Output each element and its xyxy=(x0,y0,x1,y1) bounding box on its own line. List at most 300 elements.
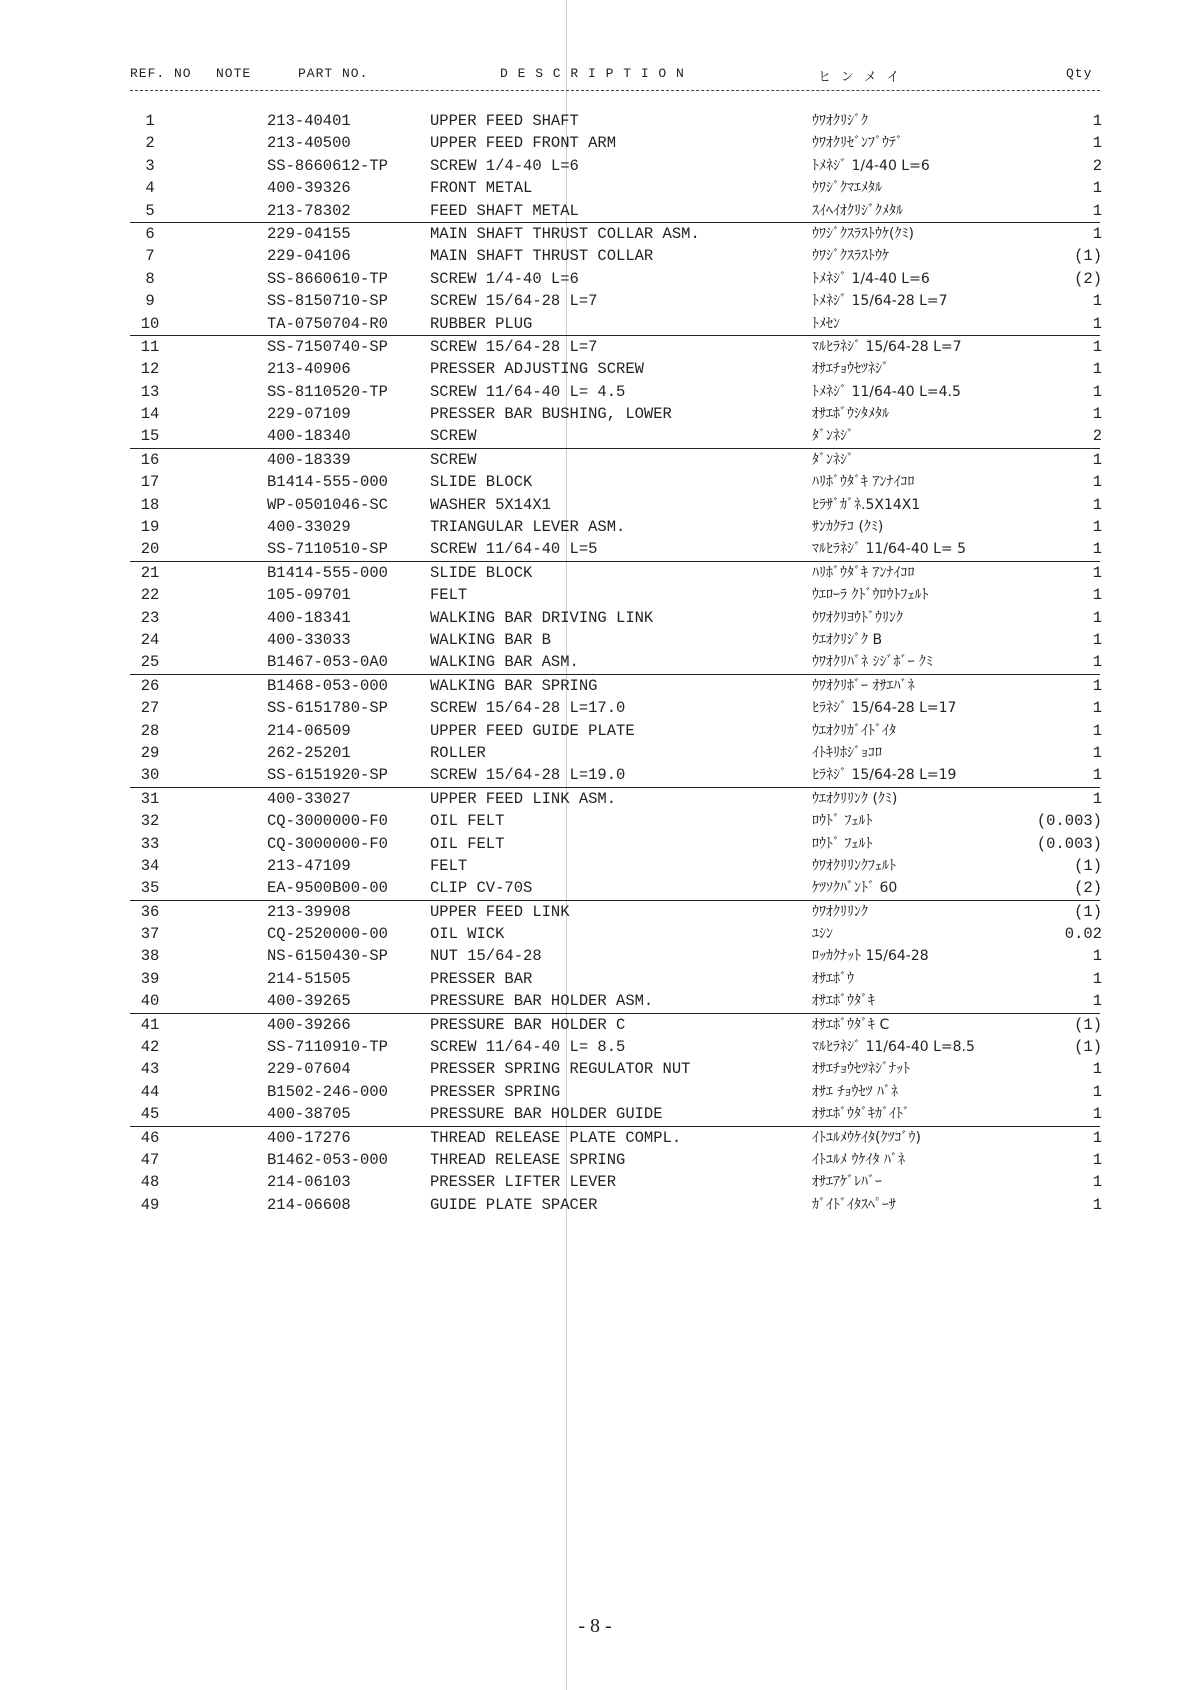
kana-name-cell: ｳﾜｵｸﾘﾘﾝｸ xyxy=(812,903,868,920)
table-row xyxy=(0,358,1190,380)
qty-cell: 1 xyxy=(1092,676,1102,695)
table-row xyxy=(0,1171,1190,1193)
table-row xyxy=(0,877,1190,899)
part-no-cell: 229-04106 xyxy=(267,247,351,266)
table-row xyxy=(0,132,1190,154)
table-row xyxy=(130,1013,1100,1036)
description-cell: PRESSER LIFTER LEVER xyxy=(430,1173,617,1192)
part-no-cell: 262-25201 xyxy=(267,743,351,762)
table-row xyxy=(0,1103,1190,1125)
table-row xyxy=(0,177,1190,199)
ref-no-cell: 12 xyxy=(140,360,160,379)
description-cell: SCREW 15/64-28 L=17.0 xyxy=(430,699,626,718)
table-row xyxy=(0,945,1190,967)
part-no-cell: 213-78302 xyxy=(267,201,351,220)
table-row xyxy=(0,607,1190,629)
table-row xyxy=(0,403,1190,425)
table-row xyxy=(0,381,1190,403)
kana-name-cell: ｵｻｴﾁｮｳｾﾂﾈｼﾞ xyxy=(812,361,889,378)
qty-cell: (2) xyxy=(1074,879,1102,898)
qty-cell: 1 xyxy=(1092,518,1102,537)
description-cell: THREAD RELEASE PLATE COMPL. xyxy=(430,1128,682,1147)
kana-name-cell: ﾀﾞﾝﾈｼﾞ xyxy=(812,451,854,468)
qty-cell: 1 xyxy=(1092,721,1102,740)
kana-name-cell: ﾄﾒｾﾝ xyxy=(812,315,840,332)
part-no-cell: B1468-053-000 xyxy=(267,676,388,695)
ref-no-cell: 10 xyxy=(140,314,160,333)
description-cell: PRESSURE BAR HOLDER ASM. xyxy=(430,992,654,1011)
kana-name-cell: ﾄﾒﾈｼﾞ 15/64-28 L=7 xyxy=(812,293,948,310)
ref-no-cell: 24 xyxy=(140,630,160,649)
table-row xyxy=(0,516,1190,538)
qty-cell: 1 xyxy=(1092,292,1102,311)
kana-name-cell: ｲﾄﾕﾙﾒｳｹｲﾀ(ｸﾂｺﾞｳ) xyxy=(812,1129,921,1146)
table-row xyxy=(0,833,1190,855)
qty-cell: 1 xyxy=(1092,224,1102,243)
kana-name-cell: ｳｴｵｸﾘｼﾞｸ B xyxy=(812,631,883,648)
qty-cell: (0.003) xyxy=(1036,812,1102,831)
ref-no-cell: 13 xyxy=(140,382,160,401)
ref-no-cell: 2 xyxy=(145,134,155,153)
table-row xyxy=(0,313,1190,335)
kana-name-cell: ｳﾜｵｸﾘﾘﾝｸﾌｪﾙﾄ xyxy=(812,857,896,874)
qty-cell: 1 xyxy=(1092,201,1102,220)
table-row xyxy=(0,538,1190,560)
qty-cell: 1 xyxy=(1092,789,1102,808)
part-no-cell: B1414-555-000 xyxy=(267,473,388,492)
kana-name-cell: ｲﾄﾕﾙﾒ ｳｹｲﾀ ﾊﾞﾈ xyxy=(812,1151,905,1168)
description-cell: WALKING BAR ASM. xyxy=(430,653,579,672)
description-cell: PRESSURE BAR HOLDER C xyxy=(430,1015,626,1034)
ref-no-cell: 36 xyxy=(140,902,160,921)
table-row xyxy=(130,787,1100,810)
description-cell: UPPER FEED SHAFT xyxy=(430,112,579,130)
part-no-cell: SS-6151920-SP xyxy=(267,766,388,785)
ref-no-cell: 46 xyxy=(140,1128,160,1147)
kana-name-cell: ﾛｳﾄﾞ ﾌｪﾙﾄ xyxy=(812,813,873,830)
table-row xyxy=(0,268,1190,290)
description-cell: MAIN SHAFT THRUST COLLAR ASM. xyxy=(430,224,700,243)
part-no-cell: 400-39326 xyxy=(267,179,351,198)
ref-no-cell: 5 xyxy=(145,201,155,220)
kana-name-cell: ﾏﾙﾋﾗﾈｼﾞ 15/64-28 L=7 xyxy=(812,338,962,355)
kana-name-cell: ﾊﾘﾎﾞｳﾀﾞｷ ｱﾝﾅｲｺﾛ xyxy=(812,564,915,581)
part-no-cell: 213-40906 xyxy=(267,360,351,379)
kana-name-cell: ﾏﾙﾋﾗﾈｼﾞ 11/64-40 L=8.5 xyxy=(812,1039,975,1056)
kana-name-cell: ｳﾜｼﾞｸﾏｴﾒﾀﾙ xyxy=(812,180,882,197)
table-row xyxy=(0,651,1190,673)
part-no-cell: 400-18341 xyxy=(267,608,351,627)
part-no-cell: SS-7150740-SP xyxy=(267,337,388,356)
ref-no-cell: 9 xyxy=(145,292,155,311)
ref-no-cell: 16 xyxy=(140,450,160,469)
description-cell: SLIDE BLOCK xyxy=(430,563,533,582)
ref-no-cell: 35 xyxy=(140,879,160,898)
description-cell: WALKING BAR DRIVING LINK xyxy=(430,608,654,627)
header-kana: ヒ ン メ イ xyxy=(818,70,901,85)
part-no-cell: SS-8150710-SP xyxy=(267,292,388,311)
table-row xyxy=(0,584,1190,606)
qty-cell: 1 xyxy=(1092,112,1102,130)
part-no-cell: WP-0501046-SC xyxy=(267,495,388,514)
kana-name-cell: ﾊﾘﾎﾞｳﾀﾞｷ ｱﾝﾅｲｺﾛ xyxy=(812,474,915,491)
part-no-cell: B1467-053-0A0 xyxy=(267,653,388,672)
description-cell: SCREW xyxy=(430,427,477,446)
qty-cell: 1 xyxy=(1092,563,1102,582)
kana-name-cell: ｵｻｴﾁｮｳｾﾂﾈｼﾞﾅｯﾄ xyxy=(812,1061,910,1078)
table-row xyxy=(0,742,1190,764)
kana-name-cell: ﾛｳﾄﾞ ﾌｪﾙﾄ xyxy=(812,835,873,852)
qty-cell: 1 xyxy=(1092,382,1102,401)
table-row xyxy=(0,200,1190,222)
table-row xyxy=(0,764,1190,786)
table-row xyxy=(130,900,1100,923)
ref-no-cell: 17 xyxy=(140,473,160,492)
kana-name-cell: ｳﾜｵｸﾘｼﾞｸ xyxy=(812,113,868,129)
table-row xyxy=(0,1058,1190,1080)
description-cell: GUIDE PLATE SPACER xyxy=(430,1195,598,1214)
description-cell: WASHER 5X14X1 xyxy=(430,495,551,514)
kana-name-cell: ﾕｼﾝ xyxy=(812,926,833,943)
header-ref-no: REF. NO xyxy=(130,66,192,81)
ref-no-cell: 33 xyxy=(140,834,160,853)
table-row xyxy=(0,425,1190,447)
page-number: - 8 - xyxy=(578,1615,612,1637)
qty-cell: 1 xyxy=(1092,337,1102,356)
part-no-cell: 400-33027 xyxy=(267,789,351,808)
table-row xyxy=(130,674,1100,697)
ref-no-cell: 18 xyxy=(140,495,160,514)
table-row xyxy=(130,1126,1100,1149)
header-qty: Qty xyxy=(1066,66,1093,81)
qty-cell: 1 xyxy=(1092,653,1102,672)
header-part-no: PART NO. xyxy=(298,66,369,81)
part-no-cell: 213-39908 xyxy=(267,902,351,921)
kana-name-cell: ｳﾜｼﾞｸｽﾗｽﾄｳｹ xyxy=(812,248,889,265)
part-no-cell: TA-0750704-R0 xyxy=(267,314,388,333)
qty-cell: 1 xyxy=(1092,540,1102,559)
ref-no-cell: 44 xyxy=(140,1082,160,1101)
description-cell: SCREW 15/64-28 L=7 xyxy=(430,292,598,311)
ref-no-cell: 47 xyxy=(140,1150,160,1169)
ref-no-cell: 7 xyxy=(145,247,155,266)
qty-cell: 1 xyxy=(1092,766,1102,785)
description-cell: THREAD RELEASE SPRING xyxy=(430,1150,626,1169)
description-cell: RUBBER PLUG xyxy=(430,314,533,333)
ref-no-cell: 45 xyxy=(140,1105,160,1124)
description-cell: UPPER FEED GUIDE PLATE xyxy=(430,721,635,740)
description-cell: TRIANGULAR LEVER ASM. xyxy=(430,518,626,537)
part-no-cell: CQ-2520000-00 xyxy=(267,925,388,944)
kana-name-cell: ﾋﾗﾈｼﾞ 15/64-28 L=17 xyxy=(812,700,957,717)
description-cell: SCREW 15/64-28 L=19.0 xyxy=(430,766,626,785)
header-rule xyxy=(130,90,1100,91)
part-no-cell: 213-47109 xyxy=(267,856,351,875)
ref-no-cell: 28 xyxy=(140,721,160,740)
kana-name-cell: ｳﾜｼﾞｸｽﾗｽﾄｳｹ(ｸﾐ) xyxy=(812,225,914,242)
description-cell: SCREW 1/4-40 L=6 xyxy=(430,156,579,175)
qty-cell: 2 xyxy=(1092,427,1102,446)
description-cell: SCREW 1/4-40 L=6 xyxy=(430,269,579,288)
description-cell: PRESSER BAR xyxy=(430,969,533,988)
part-no-cell: B1502-246-000 xyxy=(267,1082,388,1101)
part-no-cell: B1462-053-000 xyxy=(267,1150,388,1169)
qty-cell: 1 xyxy=(1092,1173,1102,1192)
part-no-cell: SS-8660610-TP xyxy=(267,269,388,288)
ref-no-cell: 26 xyxy=(140,676,160,695)
ref-no-cell: 40 xyxy=(140,992,160,1011)
part-no-cell: SS-7110910-TP xyxy=(267,1038,388,1057)
kana-name-cell: ﾋﾗｻﾞｶﾞﾈ.5X14X1 xyxy=(812,496,921,513)
table-row xyxy=(0,855,1190,877)
ref-no-cell: 43 xyxy=(140,1060,160,1079)
part-no-cell: 213-40500 xyxy=(267,134,351,153)
kana-name-cell: ｵｻｴﾎﾞｳﾀﾞｷｶﾞｲﾄﾞ xyxy=(812,1106,910,1123)
part-no-cell: SS-8660612-TP xyxy=(267,156,388,175)
part-no-cell: 400-33029 xyxy=(267,518,351,537)
qty-cell: 1 xyxy=(1092,1128,1102,1147)
ref-no-cell: 30 xyxy=(140,766,160,785)
kana-name-cell: ﾀﾞﾝﾈｼﾞ xyxy=(812,428,854,445)
qty-cell: (0.003) xyxy=(1036,834,1102,853)
qty-cell: 1 xyxy=(1092,699,1102,718)
description-cell: FRONT METAL xyxy=(430,179,533,198)
table-row xyxy=(0,245,1190,267)
description-cell: PRESSER SPRING xyxy=(430,1082,561,1101)
table-row xyxy=(0,1081,1190,1103)
table-row xyxy=(0,1149,1190,1171)
part-no-cell: CQ-3000000-F0 xyxy=(267,834,388,853)
kana-name-cell: ｵｻｴ ﾁｮｳｾﾂ ﾊﾞﾈ xyxy=(812,1083,898,1100)
part-no-cell: 214-06608 xyxy=(267,1195,351,1214)
part-no-cell: 400-18339 xyxy=(267,450,351,469)
ref-no-cell: 1 xyxy=(145,112,155,130)
ref-no-cell: 23 xyxy=(140,608,160,627)
kana-name-cell: ﾋﾗﾈｼﾞ 15/64-28 L=19 xyxy=(812,767,957,784)
description-cell: FELT xyxy=(430,856,468,875)
table-row xyxy=(0,155,1190,177)
ref-no-cell: 25 xyxy=(140,653,160,672)
part-no-cell: B1414-555-000 xyxy=(267,563,388,582)
kana-name-cell: ｳﾜｵｸﾘｾﾞﾝﾌﾞｳﾃﾞ xyxy=(812,135,903,152)
qty-cell: 1 xyxy=(1092,743,1102,762)
description-cell: OIL FELT xyxy=(430,834,505,853)
qty-cell: 1 xyxy=(1092,1060,1102,1079)
qty-cell: (1) xyxy=(1074,247,1102,266)
qty-cell: 1 xyxy=(1092,405,1102,424)
part-no-cell: 214-06509 xyxy=(267,721,351,740)
kana-name-cell: ｵｻｴﾎﾞｳｼﾀﾒﾀﾙ xyxy=(812,406,889,423)
kana-name-cell: ｳｴｵｸﾘｶﾞｲﾄﾞｲﾀ xyxy=(812,722,896,739)
description-cell: OIL WICK xyxy=(430,925,505,944)
ref-no-cell: 39 xyxy=(140,969,160,988)
table-row xyxy=(0,494,1190,516)
part-no-cell: 229-04155 xyxy=(267,224,351,243)
kana-name-cell: ｳﾜｵｸﾘﾎﾞｰ ｵｻｴﾊﾞﾈ xyxy=(812,677,915,694)
ref-no-cell: 11 xyxy=(140,337,160,356)
qty-cell: 1 xyxy=(1092,1105,1102,1124)
description-cell: FEED SHAFT METAL xyxy=(430,201,579,220)
kana-name-cell: ｳﾜｵｸﾘﾊﾞﾈ ｼｼﾞﾎﾞｰ ｸﾐ xyxy=(812,654,933,671)
ref-no-cell: 29 xyxy=(140,743,160,762)
header-description: D E S C R I P T I O N xyxy=(500,66,685,81)
kana-name-cell: ｽｲﾍｲｵｸﾘｼﾞｸﾒﾀﾙ xyxy=(812,202,903,219)
table-row xyxy=(0,1036,1190,1058)
qty-cell: 1 xyxy=(1092,1195,1102,1214)
kana-name-cell: ｵｻｴｱｹﾞﾚﾊﾞｰ xyxy=(812,1174,882,1191)
description-cell: SCREW 11/64-40 L= 4.5 xyxy=(430,382,626,401)
table-row xyxy=(0,471,1190,493)
ref-no-cell: 3 xyxy=(145,156,155,175)
kana-name-cell: ﾏﾙﾋﾗﾈｼﾞ 11/64-40 L= 5 xyxy=(812,541,966,558)
ref-no-cell: 8 xyxy=(145,269,155,288)
qty-cell: 1 xyxy=(1092,992,1102,1011)
table-row xyxy=(0,720,1190,742)
qty-cell: 1 xyxy=(1092,1150,1102,1169)
part-no-cell: 400-17276 xyxy=(267,1128,351,1147)
ref-no-cell: 27 xyxy=(140,699,160,718)
description-cell: MAIN SHAFT THRUST COLLAR xyxy=(430,247,654,266)
table-row xyxy=(0,1194,1190,1216)
part-no-cell: 400-38705 xyxy=(267,1105,351,1124)
description-cell: PRESSURE BAR HOLDER GUIDE xyxy=(430,1105,663,1124)
kana-name-cell: ﾛｯｶｸﾅｯﾄ 15/64-28 xyxy=(812,948,929,965)
table-row xyxy=(0,923,1190,945)
description-cell: WALKING BAR SPRING xyxy=(430,676,598,695)
kana-name-cell: ｶﾞｲﾄﾞｲﾀｽﾍﾟｰｻ xyxy=(812,1196,896,1213)
table-row xyxy=(130,222,1100,245)
ref-no-cell: 22 xyxy=(140,586,160,605)
description-cell: CLIP CV-70S xyxy=(430,879,533,898)
kana-name-cell: ｵｻｴﾎﾞｳﾀﾞｷ C xyxy=(812,1016,890,1033)
description-cell: SLIDE BLOCK xyxy=(430,473,533,492)
description-cell: NUT 15/64-28 xyxy=(430,947,542,966)
qty-cell: 1 xyxy=(1092,947,1102,966)
part-no-cell: CQ-3000000-F0 xyxy=(267,812,388,831)
description-cell: SCREW 11/64-40 L= 8.5 xyxy=(430,1038,626,1057)
description-cell: UPPER FEED FRONT ARM xyxy=(430,134,617,153)
table-row xyxy=(130,561,1100,584)
description-cell: PRESSER BAR BUSHING, LOWER xyxy=(430,405,672,424)
ref-no-cell: 34 xyxy=(140,856,160,875)
ref-no-cell: 41 xyxy=(140,1015,160,1034)
kana-name-cell: ｲﾄｷﾘﾎｼﾞｮｺﾛ xyxy=(812,744,882,761)
description-cell: PRESSER SPRING REGULATOR NUT xyxy=(430,1060,691,1079)
part-no-cell: 105-09701 xyxy=(267,586,351,605)
part-no-cell: 400-18340 xyxy=(267,427,351,446)
description-cell: UPPER FEED LINK xyxy=(430,902,570,921)
part-no-cell: 214-51505 xyxy=(267,969,351,988)
part-no-cell: 400-33033 xyxy=(267,630,351,649)
description-cell: SCREW 15/64-28 L=7 xyxy=(430,337,598,356)
kana-name-cell: ﾄﾒﾈｼﾞ 11/64-40 L=4.5 xyxy=(812,383,961,400)
qty-cell: (1) xyxy=(1074,1038,1102,1057)
ref-no-cell: 49 xyxy=(140,1195,160,1214)
qty-cell: 1 xyxy=(1092,179,1102,198)
qty-cell: 2 xyxy=(1092,156,1102,175)
part-no-cell: NS-6150430-SP xyxy=(267,947,388,966)
qty-cell: 1 xyxy=(1092,1082,1102,1101)
qty-cell: 1 xyxy=(1092,450,1102,469)
part-no-cell: 229-07109 xyxy=(267,405,351,424)
description-cell: OIL FELT xyxy=(430,812,505,831)
part-no-cell: 214-06103 xyxy=(267,1173,351,1192)
part-no-cell: 213-40401 xyxy=(267,112,351,130)
ref-no-cell: 14 xyxy=(140,405,160,424)
table-row xyxy=(0,110,1190,132)
ref-no-cell: 38 xyxy=(140,947,160,966)
kana-name-cell: ﾄﾒﾈｼﾞ 1/4-40 L=6 xyxy=(812,270,930,287)
ref-no-cell: 32 xyxy=(140,812,160,831)
qty-cell: 1 xyxy=(1092,969,1102,988)
table-row xyxy=(0,290,1190,312)
ref-no-cell: 31 xyxy=(140,789,160,808)
qty-cell: 0.02 xyxy=(1064,925,1102,944)
table-row xyxy=(0,697,1190,719)
ref-no-cell: 42 xyxy=(140,1038,160,1057)
qty-cell: 1 xyxy=(1092,134,1102,153)
qty-cell: 1 xyxy=(1092,360,1102,379)
table-row xyxy=(130,448,1100,471)
qty-cell: 1 xyxy=(1092,495,1102,514)
qty-cell: 1 xyxy=(1092,314,1102,333)
kana-name-cell: ｳｴｵｸﾘﾘﾝｸ (ｸﾐ) xyxy=(812,790,898,807)
kana-name-cell: ｳﾜｵｸﾘﾖｳﾄﾞｳﾘﾝｸ xyxy=(812,609,903,626)
description-cell: PRESSER ADJUSTING SCREW xyxy=(430,360,644,379)
ref-no-cell: 4 xyxy=(145,179,155,198)
table-row xyxy=(0,968,1190,990)
qty-cell: (1) xyxy=(1074,902,1102,921)
ref-no-cell: 37 xyxy=(140,925,160,944)
qty-cell: 1 xyxy=(1092,473,1102,492)
qty-cell: 1 xyxy=(1092,586,1102,605)
part-no-cell: SS-7110510-SP xyxy=(267,540,388,559)
table-row xyxy=(0,810,1190,832)
qty-cell: 1 xyxy=(1092,608,1102,627)
parts-table xyxy=(0,110,1190,1216)
part-no-cell: SS-8110520-TP xyxy=(267,382,388,401)
ref-no-cell: 19 xyxy=(140,518,160,537)
ref-no-cell: 15 xyxy=(140,427,160,446)
part-no-cell: 400-39266 xyxy=(267,1015,351,1034)
kana-name-cell: ｻﾝｶｸﾃｺ (ｸﾐ) xyxy=(812,519,884,536)
table-row xyxy=(0,629,1190,651)
qty-cell: (1) xyxy=(1074,856,1102,875)
description-cell: ROLLER xyxy=(430,743,486,762)
ref-no-cell: 48 xyxy=(140,1173,160,1192)
ref-no-cell: 6 xyxy=(145,224,155,243)
ref-no-cell: 21 xyxy=(140,563,160,582)
qty-cell: (1) xyxy=(1074,1015,1102,1034)
description-cell: SCREW xyxy=(430,450,477,469)
kana-name-cell: ｵｻｴﾎﾞｳﾀﾞｷ xyxy=(812,993,875,1010)
kana-name-cell: ｵｻｴﾎﾞｳ xyxy=(812,970,854,987)
part-no-cell: 229-07604 xyxy=(267,1060,351,1079)
qty-cell: 1 xyxy=(1092,630,1102,649)
description-cell: SCREW 11/64-40 L=5 xyxy=(430,540,598,559)
qty-cell: (2) xyxy=(1074,269,1102,288)
part-no-cell: 400-39265 xyxy=(267,992,351,1011)
kana-name-cell: ｳｴﾛｰﾗ ｸﾄﾞｳﾛｳﾄﾌｪﾙﾄ xyxy=(812,587,929,604)
table-row xyxy=(0,990,1190,1012)
table-row xyxy=(130,335,1100,358)
kana-name-cell: ｹﾂｿｸﾊﾞﾝﾄﾞ 60 xyxy=(812,880,898,897)
part-no-cell: EA-9500B00-00 xyxy=(267,879,388,898)
part-no-cell: SS-6151780-SP xyxy=(267,699,388,718)
header-note: NOTE xyxy=(216,66,252,81)
ref-no-cell: 20 xyxy=(140,540,160,559)
description-cell: FELT xyxy=(430,586,468,605)
